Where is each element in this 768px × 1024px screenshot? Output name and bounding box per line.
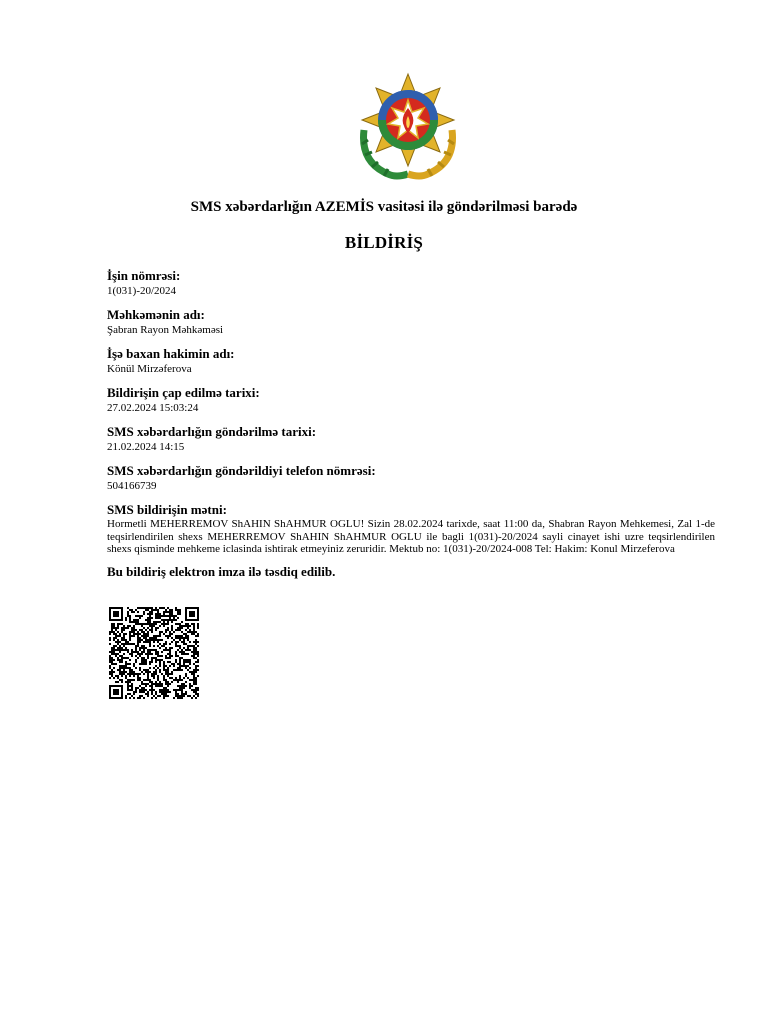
field-sms-sent-date xyxy=(107,424,715,454)
field-label: İşin nömrəsi: xyxy=(107,268,181,283)
field-label: SMS bildirişin mətni: xyxy=(107,502,227,517)
field-phone-number xyxy=(107,463,715,493)
sms-message-text: Hormetli MEHERREMOV ShAHIN ShAHMUR OGLU! Sizin 28.02.2024 tarixde, saat 11:00 da, Shabran Rayon Mehkemesi, Zal 1-de teqsirlendirilen shexs MEHERREMOV ShAHIN ShAHMUR OGLU ile bagli 1(031)-20/2024 sayli cinayet ishi uzre teqsirlendirilen shexs qisminde mehkeme iclasinda ishtirak etmeyiniz zeruridir. Mektub no: 1(031)-20/2024-008 Tel: Hakim: Konul Mirzeferova xyxy=(107,518,715,555)
field-label: SMS xəbərdarlığın göndərilmə tarixi: xyxy=(107,424,317,439)
field-label: Bildirişin çap edilmə tarixi: xyxy=(107,385,260,400)
field-value: 504166739 xyxy=(107,480,157,492)
field-label: Məhkəmənin adı: xyxy=(107,307,205,322)
field-label: SMS xəbərdarlığın göndərildiyi telefon nömrəsi: xyxy=(107,463,376,478)
field-case-number xyxy=(107,268,715,298)
field-value: 21.02.2024 14:15 xyxy=(107,441,185,453)
azerbaijan-emblem xyxy=(356,70,460,182)
e-signature-confirmation: Bu bildiriş elektron imza ilə təsdiq edilib. xyxy=(107,563,336,579)
qr-code xyxy=(109,607,199,699)
field-court-name xyxy=(107,307,715,337)
field-label: İşə baxan hakimin adı: xyxy=(107,346,235,361)
document-title: BİLDİRİŞ xyxy=(344,233,424,252)
field-sms-text xyxy=(107,502,715,556)
notice-fields xyxy=(107,268,715,580)
field-print-date xyxy=(107,385,715,415)
field-value: 1(031)-20/2024 xyxy=(107,285,177,297)
field-value: Şabran Rayon Məhkəməsi xyxy=(107,324,224,336)
field-judge-name xyxy=(107,346,715,376)
field-value: 27.02.2024 15:03:24 xyxy=(107,402,199,414)
field-value: Könül Mirzəferova xyxy=(107,363,192,375)
document-subject: SMS xəbərdarlığın AZEMİS vasitəsi ilə göndərilməsi barədə xyxy=(190,199,578,215)
